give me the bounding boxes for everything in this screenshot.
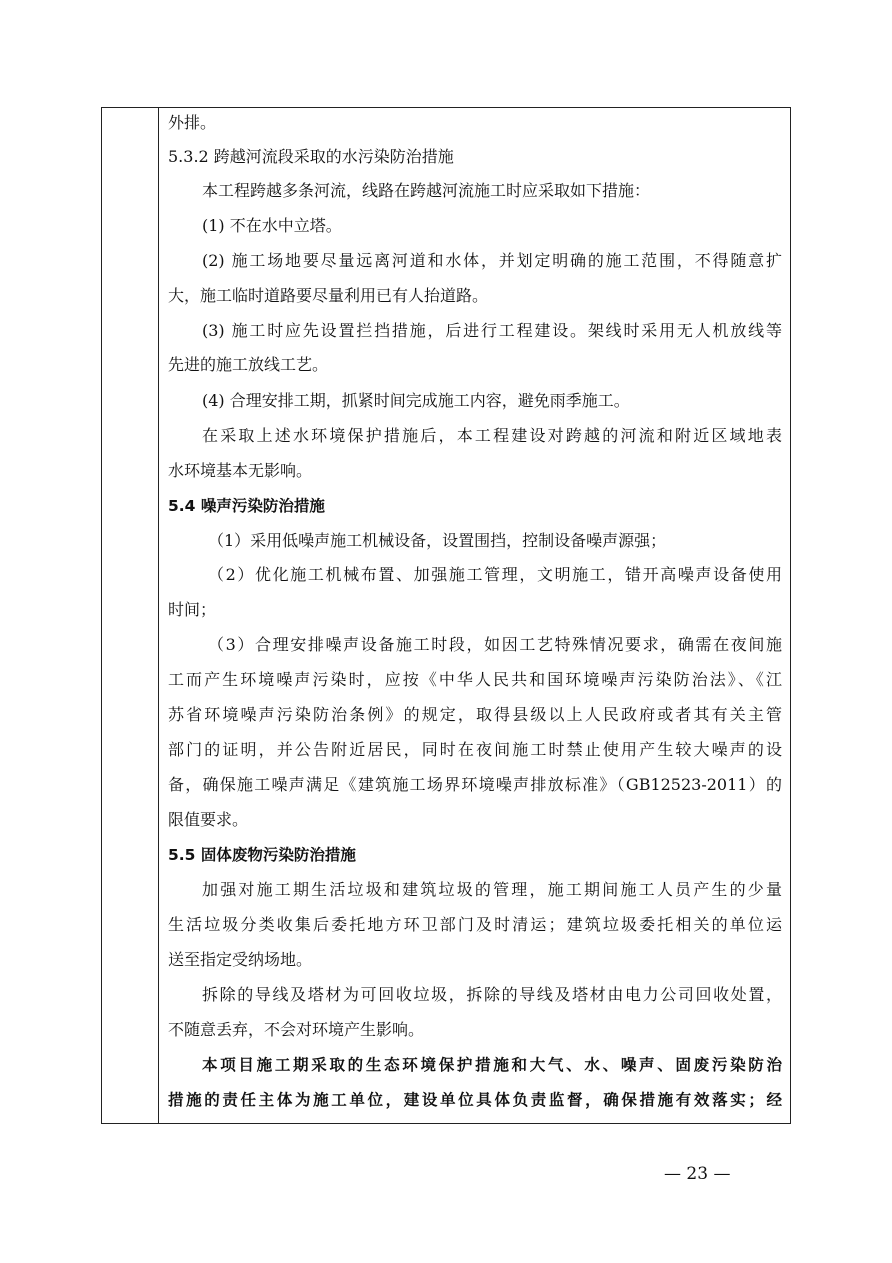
text-line: 本工程跨越多条河流，线路在跨越河流施工时应采取如下措施： [202,181,651,200]
text-line: 不随意丢弃，不会对环境产生影响。 [168,1020,425,1039]
list-item: （3）合理安排噪声设备施工时段，如因工艺特殊情况要求，确需在夜间施 [208,635,782,654]
bold-text-line: 措施的责任主体为施工单位，建设单位具体负责监督，确保措施有效落实；经 [168,1091,782,1109]
text-line: 苏省环境噪声污染防治条例》的规定，取得县级以上人民政府或者其有关主管 [168,705,782,724]
page-number: — 23 — [664,1164,731,1184]
section-heading-5-4: 5.4 噪声污染防治措施 [168,497,325,515]
list-item: (2) 施工场地要尽量远离河道和水体，并划定明确的施工范围，不得随意扩 [202,251,782,270]
text-line: 水环境基本无影响。 [168,461,313,480]
text-line: 工而产生环境噪声污染时，应按《中华人民共和国环境噪声污染防治法》、《江 [168,670,782,689]
text-line: 外排。 [168,113,217,132]
text-line: 部门的证明，并公告附近居民，同时在夜间施工时禁止使用产生较大噪声的设 [168,740,782,759]
text-line: 送至指定受纳场地。 [168,950,313,969]
text-line: 加强对施工期生活垃圾和建筑垃圾的管理，施工期间施工人员产生的少量 [202,880,782,899]
content-table [101,107,791,1124]
list-item: (4) 合理安排工期，抓紧时间完成施工内容，避免雨季施工。 [202,391,630,410]
text-line: 在采取上述水环境保护措施后，本工程建设对跨越的河流和附近区域地表 [202,426,782,445]
list-item: (1) 不在水中立塔。 [202,216,342,235]
list-item: （1）采用低噪声施工机械设备，设置围挡，控制设备噪声源强； [208,531,667,550]
column-divider [158,108,159,1123]
section-heading-5-5: 5.5 固体废物污染防治措施 [168,846,356,864]
text-line: 生活垃圾分类收集后委托地方环卫部门及时清运；建筑垃圾委托相关的单位运 [168,915,782,934]
text-line: 先进的施工放线工艺。 [168,355,329,374]
text-line: 限值要求。 [168,810,249,829]
text-line: 拆除的导线及塔材为可回收垃圾，拆除的导线及塔材由电力公司回收处置， [202,985,782,1004]
bold-text-line: 本项目施工期采取的生态环境保护措施和大气、水、噪声、固废污染防治 [202,1056,782,1074]
list-item: （2）优化施工机械布置、加强施工管理，文明施工，错开高噪声设备使用 [208,565,782,584]
section-heading-5-3-2: 5.3.2 跨越河流段采取的水污染防治措施 [168,147,454,166]
text-line: 备，确保施工噪声满足《建筑施工场界环境噪声排放标准》（GB12523-2011）的 [168,775,782,794]
text-line: 时间； [168,600,217,619]
text-line: 大，施工临时道路要尽量利用已有人抬道路。 [168,286,489,305]
list-item: (3) 施工时应先设置拦挡措施，后进行工程建设。架线时采用无人机放线等 [202,321,782,340]
